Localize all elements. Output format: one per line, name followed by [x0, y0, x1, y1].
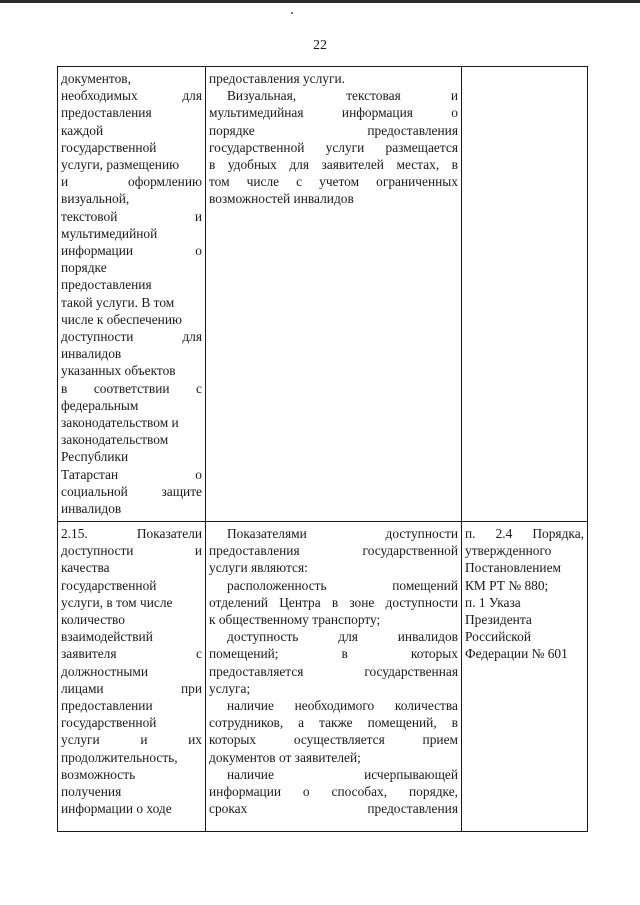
text-line: порядке [61, 260, 107, 276]
page-number: 22 [313, 38, 327, 53]
text-line: к общественному транспорту; [209, 612, 381, 628]
text-line: получения [61, 784, 122, 800]
text-line: предоставляется государственная [209, 663, 458, 679]
text-line: необходимых для [61, 88, 202, 104]
text-line: доступности для [61, 329, 202, 345]
regulation-table [57, 66, 588, 832]
text-line: которых осуществляется прием [209, 732, 458, 748]
text-line: государственной [61, 577, 157, 593]
text-line: предоставления [61, 105, 152, 121]
text-line: услуги, размещению [61, 157, 180, 173]
text-line: каждой [61, 122, 104, 138]
text-line: такой услуги. В том [61, 294, 175, 310]
legal-basis-cell [462, 522, 588, 832]
text-line: информации о способах, порядке, [209, 784, 458, 800]
text-line: продолжительность, [61, 749, 178, 765]
text-line: в соответствии с [61, 380, 202, 396]
text-line: отделений Центра в зоне доступности [209, 594, 458, 610]
text-line: государственной [61, 715, 157, 731]
text-line: качества [61, 560, 110, 576]
text-line: предоставления государственной [209, 543, 458, 559]
text-line: услуги и их [61, 732, 202, 748]
text-line: числе к обеспечению [61, 311, 183, 327]
text-line: должностными [61, 663, 149, 679]
text-line: порядке предоставления [209, 122, 458, 138]
text-line: государственной услуги размещается [209, 139, 458, 155]
text-line: социальной защите [61, 483, 202, 499]
text-line: 2.15. Показатели [61, 526, 202, 541]
text-line: федеральным [61, 397, 139, 413]
text-line: утвержденного [465, 543, 552, 559]
text-line: указанных объектов [61, 363, 176, 379]
text-line: законодательством [61, 432, 169, 448]
text-line: Визуальная, текстовая и [227, 88, 458, 104]
text-line: документов, [61, 71, 131, 86]
text-line: информации о [61, 243, 202, 259]
text-line: услуга; [209, 680, 251, 696]
text-line: Российской [465, 629, 531, 645]
text-line: предоставления [61, 277, 152, 293]
text-line: КМ РТ № 880; [465, 577, 549, 593]
text-line: п. 2.4 Порядка, [465, 526, 584, 541]
text-line: Президента [465, 612, 532, 628]
text-line: инвалидов [61, 346, 122, 362]
text-line: документов от заявителей; [209, 749, 361, 765]
table-row [58, 522, 588, 832]
description-cell [206, 522, 462, 832]
text-line: возможность [61, 766, 136, 782]
text-line: лицами при [61, 680, 202, 696]
text-line: Татарстан о [61, 466, 202, 482]
text-line: предоставлении [61, 698, 153, 714]
text-line: государственной [61, 139, 157, 155]
text-line: в удобных для заявителей местах, в [209, 157, 458, 173]
text-line: текстовой и [61, 208, 202, 224]
requirement-cell [58, 522, 206, 832]
legal-basis-cell [462, 67, 588, 522]
text-line: инвалидов [61, 501, 122, 517]
text-line: услуги, в том числе [61, 594, 173, 610]
text-line: заявителя с [61, 646, 202, 662]
text-line: возможностей инвалидов [209, 191, 354, 207]
text-line: том числе с учетом ограниченных [209, 174, 458, 190]
text-line: услуги являются: [209, 560, 308, 576]
description-cell [206, 67, 462, 522]
text-line: Федерации № 601 [465, 646, 568, 662]
text-line: сроках предоставления [209, 801, 458, 817]
text-line: доступность для инвалидов [227, 629, 458, 645]
text-line: расположенность помещений [227, 577, 458, 593]
text-line: помещений; в которых [209, 646, 458, 662]
text-line: наличие исчерпывающей [227, 766, 458, 782]
top-scan-border [0, 0, 640, 3]
requirement-cell [58, 67, 206, 522]
text-line: и оформлению [61, 174, 202, 190]
text-line: сотрудников, а также помещений, в [209, 715, 458, 731]
text-line: мультимедийная информация о [209, 105, 458, 121]
table-row [58, 67, 588, 522]
text-line: взаимодействий [61, 629, 153, 645]
text-line: количество [61, 612, 125, 628]
text-line: Показателями доступности [227, 526, 458, 541]
text-line: наличие необходимого количества [227, 698, 458, 714]
text-line: Республики [61, 449, 129, 465]
text-line: Постановлением [465, 560, 561, 576]
text-line: п. 1 Указа [465, 594, 521, 610]
text-line: законодательством и [61, 415, 179, 431]
text-line: информации о ходе [61, 801, 172, 817]
text-line: мультимедийной [61, 225, 158, 241]
text-line: визуальной, [61, 191, 130, 207]
text-line: доступности и [61, 543, 202, 559]
scan-speck [291, 12, 293, 14]
text-line: предоставления услуги. [209, 71, 346, 86]
